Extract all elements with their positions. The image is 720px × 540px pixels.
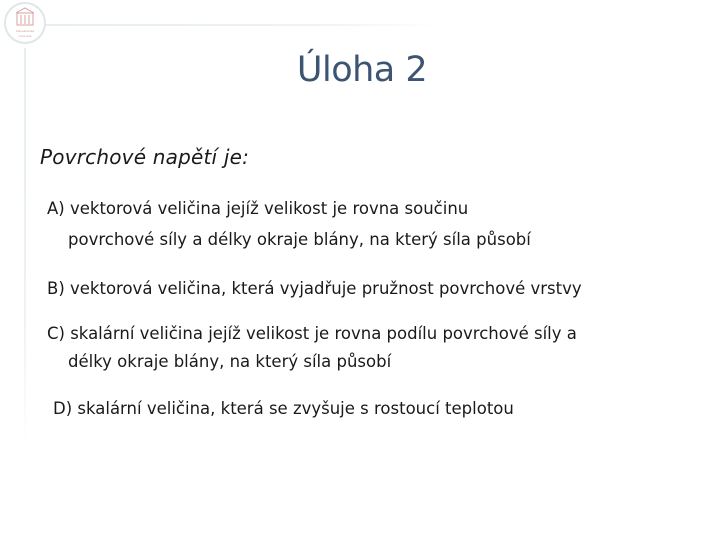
slide-title: Úloha 2 xyxy=(296,50,428,90)
option-b: B) vektorová veličina, která vyjadřuje pružnost povrchové vrstvy xyxy=(47,279,582,298)
option-a-line1: A) vektorová veličina jejíž velikost je rovna součinu xyxy=(47,199,469,218)
question-text: Povrchové napětí je: xyxy=(40,145,250,169)
option-d: D) skalární veličina, která se zvyšuje s rostoucí teplotou xyxy=(53,399,514,418)
logo xyxy=(4,2,46,44)
option-c-line1: C) skalární veličina jejíž velikost je rovna podílu povrchové síly a xyxy=(47,324,577,343)
option-c-line2: délky okraje blány, na který síla působí xyxy=(68,352,392,371)
frame-top-line xyxy=(40,24,440,26)
logo-text-line2: univerzita xyxy=(18,34,32,38)
logo-text-line1: Západočeská xyxy=(15,29,34,33)
option-a-line2: povrchové síly a délky okraje blány, na který síla působí xyxy=(68,230,531,249)
frame-left-line xyxy=(24,48,26,448)
